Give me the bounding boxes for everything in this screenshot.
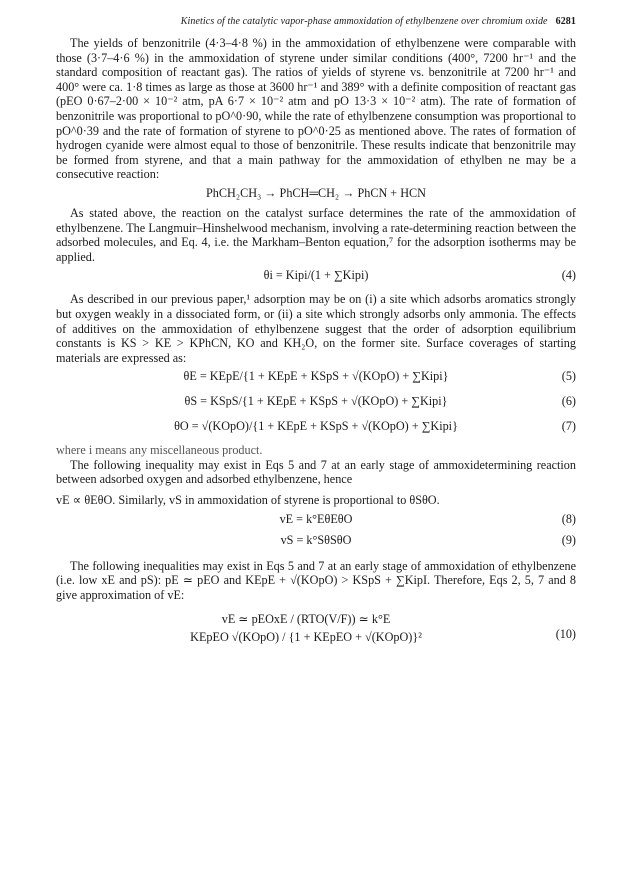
paragraph-where: where i means any miscellaneous product. [56, 443, 263, 458]
equation-9-number: (9) [561, 532, 576, 547]
equation-6 [56, 393, 576, 415]
equation-6-number: (6) [561, 394, 576, 409]
running-title: Kinetics of the catalytic vapor-phase ammoxidation of ethylbenzene over chromium oxide [180, 16, 548, 27]
equation-4-body: θi = Kipi/(1 + ∑Kipi) [263, 268, 369, 283]
equation-10-left: vE ≃ pEOxE / (RTO(V/F)) ≃ k°E [221, 612, 391, 627]
reaction-equation: PhCH₂CH₃ → PhCH═CH₂ → PhCN + HCN [206, 185, 426, 200]
equation-8-number: (8) [561, 511, 576, 526]
equation-10 [56, 610, 576, 664]
equation-9-body: vS = k°SθSθO [280, 532, 352, 547]
paragraph-mechanism: As stated above, the reaction on the catalyst surface determines the rate of the ammoxidation of ethylbenzene. The Langmuir–Hinshelwood mechanism, involving a rate-determining reaction between the adsorbed molecules, and Eq. 4, i.e. the Markham–Benton equation,⁷ for the adsorption isotherms may be applied. [56, 205, 576, 264]
equation-8-body: vE = k°EθEθO [279, 511, 353, 526]
equation-4 [56, 267, 576, 289]
equation-10-right: KEpEO √(KOpO) / {1 + KEpEO + √(KOpO)}² [190, 630, 422, 645]
equation-7-body: θO = √(KOpO)/{1 + KEpE + KSpS + √(KOpO) + ∑Kipi} [174, 419, 458, 434]
running-header [56, 16, 576, 36]
equation-5-body: θE = KEpE/{1 + KEpE + KSpS + √(KOpO) + ∑Kipi} [183, 369, 449, 384]
equation-4-number: (4) [561, 268, 576, 283]
equation-7-number: (7) [561, 419, 576, 434]
equation-7 [56, 418, 576, 440]
equation-8 [56, 511, 576, 529]
paragraph-approximation: The following inequalities may exist in Eqs 5 and 7 at an early stage of ammoxidation of ethylbenzene (i.e. low xE and pS): pE ≃ pEO and KEpE + √(KOpO) > KSpS + ∑KipI. Therefore, Eqs 2, 5, 7 and 8 give approximation of vE: [56, 558, 576, 602]
equation-10-body [116, 610, 496, 646]
reaction-scheme [56, 185, 576, 203]
equation-5-number: (5) [561, 369, 576, 384]
paragraph-inequality: The following inequality may exist in Eqs 5 and 7 at an early stage of ammoxidetermining reaction between adsorbed oxygen and adsorbed ethylbenzene, hence [56, 457, 576, 487]
equation-5 [56, 368, 576, 390]
equation-9 [56, 532, 576, 550]
page-number: 6281 [555, 16, 576, 27]
page [56, 16, 576, 667]
equation-10-number: (10) [555, 627, 576, 642]
paragraph-proportional: vE ∝ θEθO. Similarly, vS in ammoxidation of styrene is proportional to θSθO. [56, 493, 440, 508]
paragraph-adsorption: As described in our previous paper,¹ adsorption may be on (i) a site which adsorbs aromatics strongly but oxygen weakly in a dissociated form, or (ii) a site which strongly adsorbs only ammonia. The effects of additives on the ammoxidation of ethylbenzene suggest that the order of adsorption equilibrium constants is KS > KE > KPhCN, KO and KH₂O, on the former site. Surface coverages of starting materials are expressed as: [56, 292, 576, 365]
paragraph-yields: The yields of benzonitrile (4·3–4·8 %) in the ammoxidation of ethylbenzene were comparable with those (3·7–4·6 %) in the ammoxidation of styrene under similar conditions (400°, 7200 hr⁻¹ and the standard composition of reactant gas). The ratios of yields of styrene vs. benzonitrile at 7200 hr⁻¹ and 400° were ca. 1·8 times as large as those at 3600 hr⁻¹ and 389° with a definite composition of reactant gas (pEO 0·67–2·00 × 10⁻² atm, pA 6·7 × 10⁻² atm and pO 13·3 × 10⁻² atm). The rate of formation of benzonitrile was proportional to pO^0·90, while the rate of ethylbenzene consumption was proportional to pO^0·39 and the rate of formation of styrene to pO^0·25 as mentioned above. The rates of formation of hydrogen cyanide were almost equal to those of benzonitrile. These results indicate that benzonitrile may be formed from styrene, and that a main pathway for the ammoxidation of ethylben ne may be a consecutive reaction: [56, 36, 576, 182]
equation-6-body: θS = KSpS/{1 + KEpE + KSpS + √(KOpO) + ∑Kipi} [184, 394, 448, 409]
